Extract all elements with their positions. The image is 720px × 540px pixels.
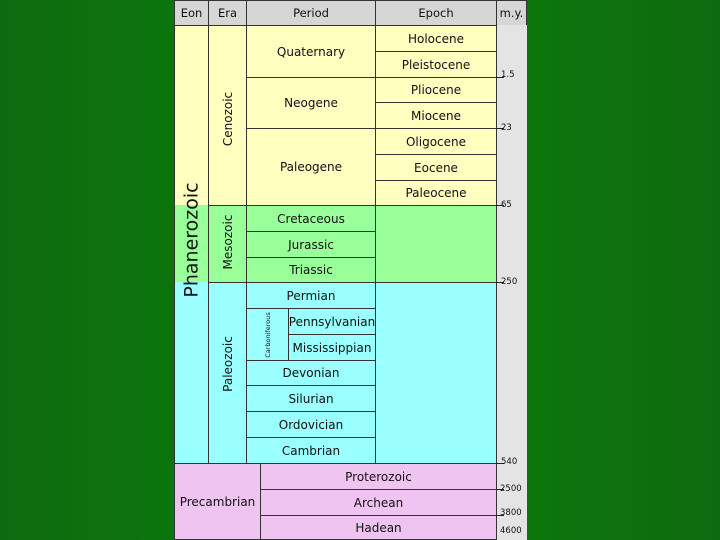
header-eon: Eon bbox=[174, 0, 209, 26]
age-label-7: 3800 bbox=[500, 508, 522, 518]
paleozoic-epoch-block bbox=[375, 282, 497, 464]
epoch-oligocene: Oligocene bbox=[375, 128, 497, 155]
eon-proterozoic: Proterozoic bbox=[260, 463, 497, 490]
period-silurian: Silurian bbox=[246, 385, 376, 412]
period-cambrian: Cambrian bbox=[246, 437, 376, 464]
epoch-holocene: Holocene bbox=[375, 25, 497, 52]
epoch-pleistocene: Pleistocene bbox=[375, 51, 497, 78]
epoch-paleocene: Paleocene bbox=[375, 180, 497, 206]
header-era: Era bbox=[208, 0, 247, 26]
period-permian: Permian bbox=[246, 282, 376, 309]
geologic-time-table bbox=[174, 0, 527, 540]
epoch-miocene: Miocene bbox=[375, 102, 497, 129]
period-triassic: Triassic bbox=[246, 257, 376, 283]
epoch-eocene: Eocene bbox=[375, 154, 497, 181]
period-jurassic: Jurassic bbox=[246, 231, 376, 258]
era-paleozoic-label: Paleozoic bbox=[221, 336, 235, 392]
period-carboniferous-label: Carboniferous bbox=[264, 312, 272, 358]
eon-phanerozoic-bottom bbox=[174, 282, 209, 464]
age-label-4: 250 bbox=[501, 277, 518, 287]
age-label-1: 1.5 bbox=[501, 70, 515, 80]
period-ordovician: Ordovician bbox=[246, 411, 376, 438]
age-label-2: 23 bbox=[501, 123, 512, 133]
eon-archean: Archean bbox=[260, 489, 497, 516]
period-devonian: Devonian bbox=[246, 360, 376, 386]
period-cretaceous: Cretaceous bbox=[246, 205, 376, 232]
eon-precambrian: Precambrian bbox=[174, 463, 261, 540]
period-neogene: Neogene bbox=[246, 77, 376, 129]
era-mesozoic-label: Mesozoic bbox=[221, 214, 235, 270]
header-period: Period bbox=[246, 0, 376, 26]
epoch-pliocene: Pliocene bbox=[375, 77, 497, 103]
period-mississippian: Mississippian bbox=[288, 334, 376, 361]
period-paleogene: Paleogene bbox=[246, 128, 376, 206]
header-epoch: Epoch bbox=[375, 0, 497, 26]
period-quaternary: Quaternary bbox=[246, 25, 376, 78]
eon-hadean: Hadean bbox=[260, 515, 497, 540]
age-label-5: 540 bbox=[501, 457, 518, 467]
age-label-6: 2500 bbox=[500, 484, 522, 494]
period-pennsylvanian: Pennsylvanian bbox=[288, 308, 376, 335]
era-cenozoic-label: Cenozoic bbox=[221, 91, 235, 147]
age-label-3: 65 bbox=[501, 200, 512, 210]
header-my: m.y. bbox=[496, 0, 527, 26]
mesozoic-epoch-block bbox=[375, 205, 497, 283]
eon-phanerozoic-label: Phanerozoic bbox=[180, 182, 203, 298]
age-label-8: 4600 bbox=[500, 526, 522, 536]
